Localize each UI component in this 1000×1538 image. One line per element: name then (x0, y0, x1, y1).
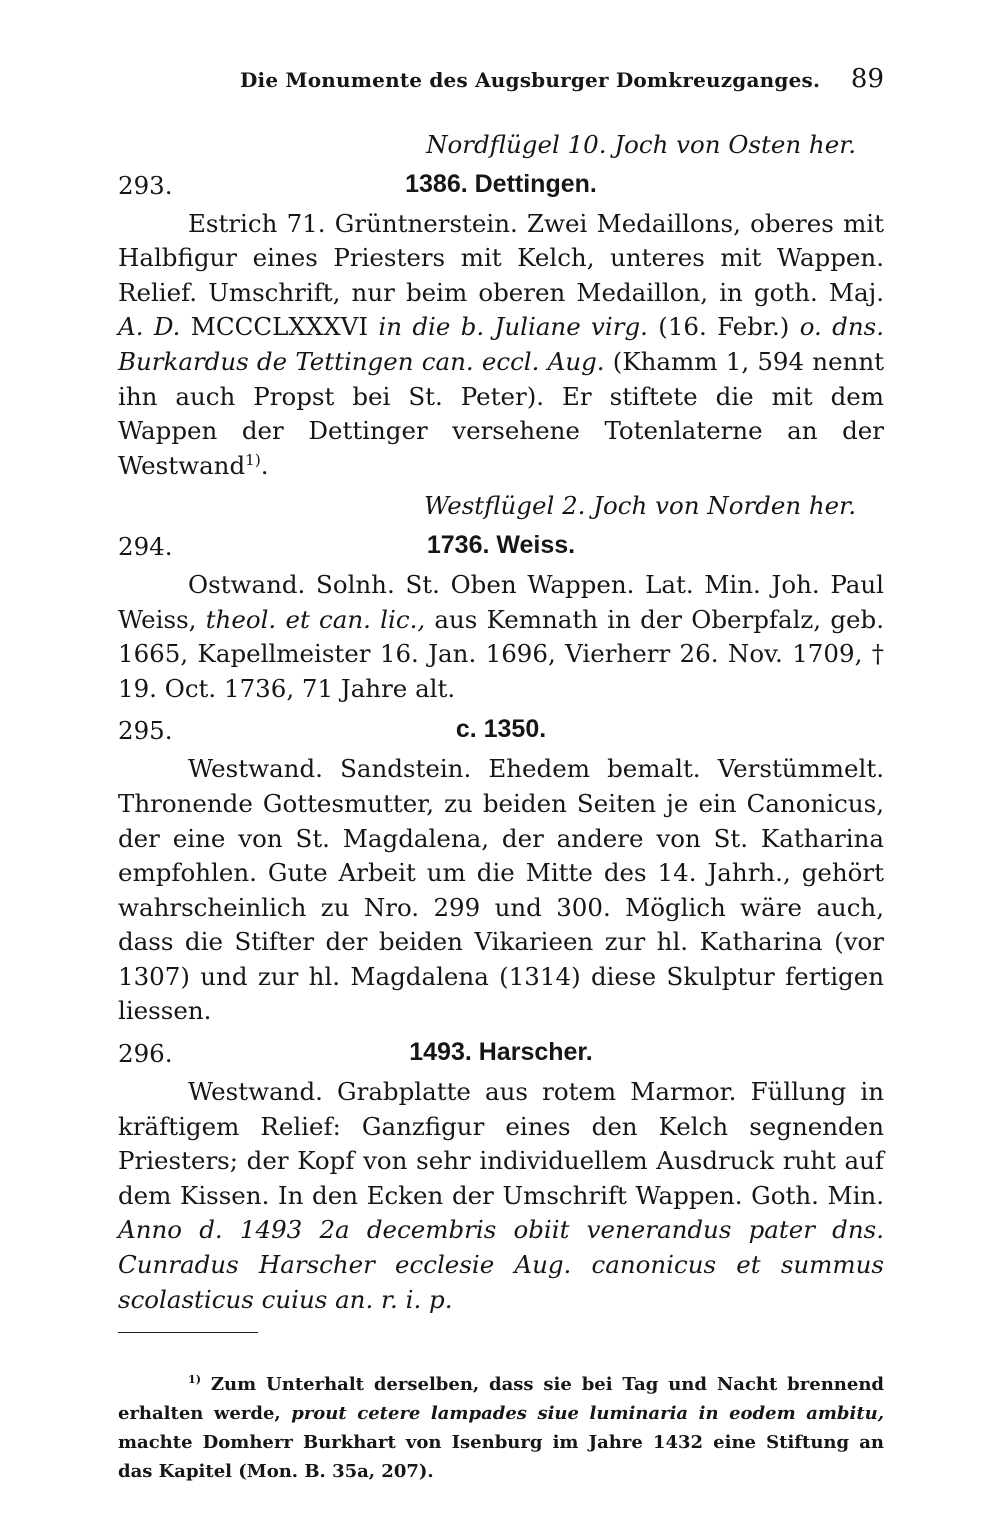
latin-run: o. dns. Burkardus de Tettingen can. eccl. Aug. (118, 312, 885, 376)
footnote-divider (118, 1332, 258, 1333)
entry-title: 1386. Dettingen. (405, 169, 597, 198)
text-run: aus Kemnath in der Oberpfalz, geb. 1665, Kapellmeister 16. Jan. 1696, Vierherr 26. Nov. 1709, † 19. Oct. 1736, 71 Jahre alt. (118, 604, 884, 703)
text-run: machte Domherr Burkhart von Isenburg im Jahre 1432 eine Stiftung an das Kapitel (Mon. B. 35a, 207). (118, 1432, 884, 1482)
latin-run: Anno d. 1493 2a decembris obiit venerandus pater dns. Cunradus Harscher ecclesie Aug. canonicus et summus scolasticus cuius an. r. i. p. (118, 1215, 884, 1314)
entry-title: c. 1350. (455, 715, 547, 744)
latin-run: theol. et can. lic., (205, 604, 426, 634)
entry-title: 1736. Weiss. (426, 530, 576, 559)
entry-number: 294. (118, 531, 173, 561)
entry-number: 293. (118, 170, 173, 200)
entry-text (118, 752, 884, 1029)
latin-run: in die b. Juliane virg. (378, 312, 648, 342)
text-run: Westwand. Sandstein. Ehedem bemalt. Verstümmelt. Thronende Gottesmutter, zu beiden Seiten je ein Canonicus, der eine von St. Magdalena, der andere von St. Katharina empfohlen. Gute Arbeit um die Mitte des 14. Jahrh., gehört wahrscheinlich zu Nro. 299 und 300. Möglich wäre auch, dass die Stifter der beiden Vikarieen zur hl. Katharina (vor 1307) und zur hl. Magdalena (1314) diese Skulptur fertigen liessen. (118, 754, 884, 1026)
latin-run: prout cetere lampades siue luminaria in eodem ambitu, (291, 1403, 884, 1424)
page-body (118, 128, 884, 1323)
location-heading: Westflügel 2. Joch von Norden her. (424, 491, 856, 521)
page-header (118, 64, 884, 100)
entry-number: 296. (118, 1039, 173, 1069)
entry-heading (118, 528, 884, 568)
footnote-marker: 1) (188, 1373, 202, 1386)
page-number: 89 (850, 64, 884, 94)
entry-text (118, 1075, 884, 1317)
entry-heading (118, 1035, 884, 1075)
text-run: . (260, 450, 269, 480)
latin-run: A. D. (118, 312, 181, 342)
entry-title: 1493. Harscher. (409, 1038, 593, 1067)
text-run: Ostwand. Solnh. St. Oben Wappen. Lat. Min. Joh. Paul Weiss, (118, 569, 884, 634)
footnote-reference: 1) (245, 450, 261, 469)
text-run: (16. Febr.) (647, 312, 800, 342)
footnote (118, 1370, 884, 1486)
entry-number: 295. (118, 716, 173, 746)
text-run: Zum Unterhalt derselben, dass sie bei Tag und Nacht brennend erhalten werde, (118, 1374, 884, 1424)
text-run: Estrich 71. Grüntnerstein. Zwei Medaillons, oberes mit Halbfigur eines Priesters mit Kelch, unteres mit Wappen. Relief. Umschrift, nur beim oberen Medaillon, in goth. Maj. (118, 208, 884, 307)
text-run: Westwand. Grabplatte aus rotem Marmor. Füllung in kräftigem Relief: Ganzfigur eines den Kelch segnenden Priesters; der Kopf von sehr individuellem Ausdruck ruht auf dem Kissen. In den Ecken der Umschrift Wappen. Goth. Min. (118, 1077, 884, 1210)
text-run: (Khamm 1, 594 nennt ihn auch Propst bei St. Peter). Er stiftete die mit dem Wappen der Dettinger versehene Totenlaterne an der Westwand (118, 346, 884, 480)
entry-heading (118, 167, 884, 207)
entry-text (118, 568, 884, 706)
running-title: Die Monumente des Augsburger Domkreuzganges. (240, 68, 821, 92)
text-run: MCCCLXXXVI (180, 312, 379, 342)
location-heading: Nordflügel 10. Joch von Osten her. (426, 130, 856, 159)
entry-heading (118, 712, 884, 752)
entry-text (118, 207, 884, 484)
